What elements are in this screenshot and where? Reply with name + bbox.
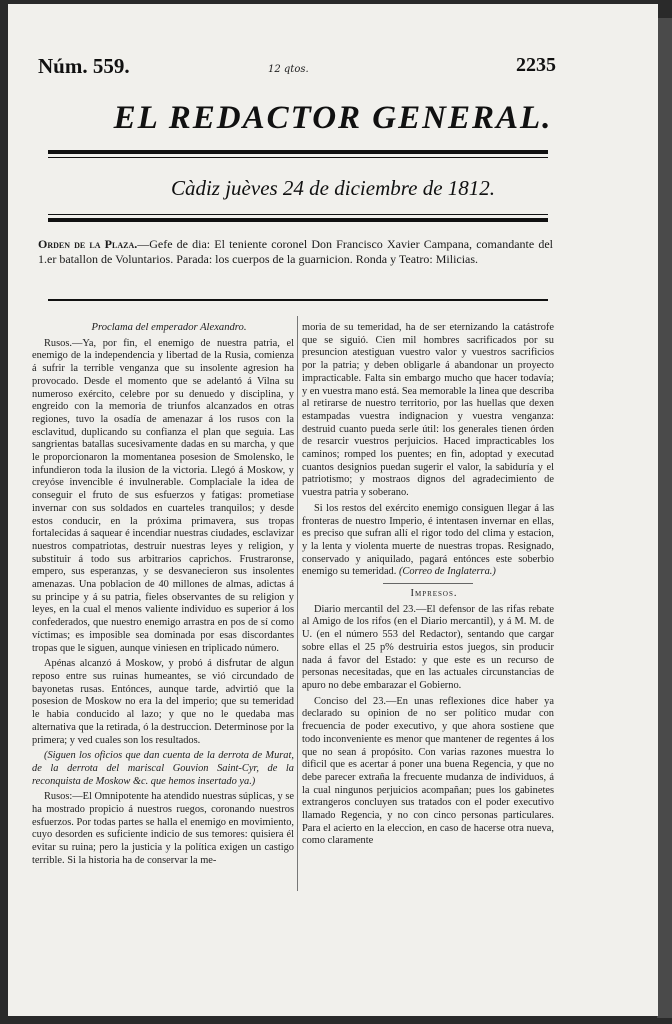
newspaper-page [8, 4, 658, 1016]
issue-number: Núm. 559. [38, 54, 130, 78]
section-rule [48, 299, 548, 301]
masthead-top [38, 54, 558, 84]
date-rule-thin [48, 214, 548, 215]
page-number: 2235 [516, 54, 556, 76]
proclama-paragraph-1: Rusos.—Ya, por fin, el enemigo de nuestra patria, el enemigo de la independencia y libertad de la Rusia, comienza á sufrir la terrible venganza que su insolente agresion ha provocado. Desde el momento que se adelantó á Vilna su numeroso exército, celebre por su denuedo y disciplina, y engreido con la memoria de triunfos alcanzados en otras regiones, tuvo la osadía de amenazar á los rusos con la esclavitud, duplicando su confianza el plan que seguia. Las sangrientas batallas sucesivamente dadas en su marcha, y que le proporcionaron la momentanea posesion de Smolensko, le infundieron toda la ilusion de la victoria. Llegó á Moskow, y creyóse invencible é invulnerable. Complaciale la idea de conseguir el fruto de sus esfuerzos y fatigas: prometiase invernar con sus soldados en cuarteles tranquilos; y desde estos conducir, en la próxima primavera, sus tropas fortalecidas á saquear é incendiar nuestras ciudades, esclavizar nuestros compatriotas, destruir nuestras leyes y religion, y substituir á todo sus arbitrarios caprichos. Frustraronse, empero, sus esperanzas, y se desvanecieron sus insolentes amenazas. Una poblacion de 40 millones de almas, adictas á su principe y á su patria, fieles observantes de su religion y leyes, en la cual el menos valiente individuo es superior á los confederados, que nuestro enemigo arrastra en pos de sí como víctimas; es imposible sea dominada por esas discordantes tropas que le siguen, aunque viniesen en triplicado número. [32, 337, 294, 654]
impresos-heading: Impresos. [410, 588, 458, 600]
right-paragraph-2-text: Si los restos del exército enemigo consiguen llegar á las fronteras de nuestro Imperio, é intentasen invernar en ellas, es preciso que sufran allí el rigor todo del clima y estacion, y la lenta y violenta muerte de nuestras tropas. Resignado, conservado y aniquilado, pagará entónces este soberbio enemigo su temeridad. [302, 502, 554, 578]
editor-note: (Siguen los oficios que dan cuenta de la derrota de Murat, de la derrota del mariscal Gouvion Saint-Cyr, de la reconquista de Moskow &c. que hemos insertado ya.) [32, 750, 294, 787]
newspaper-title: EL REDACTOR GENERAL. [113, 100, 553, 136]
orden-lead: Orden de la Plaza. [38, 237, 138, 251]
orden-de-la-plaza [38, 237, 553, 266]
continued-paragraph: moria de su temeridad, ha de ser eternizando la catástrofe que se siguió. Cien mil hombres sacrificados por su presuncion atestiguan vuestro valor y vuestros sacrificios por la patria; y deben obligarle á abandonar un proyecto impracticable. Falta sin embargo mucho que hacer todavía; y en vuestra mano está. Sea memorable la linea que describa al retirarse de nuestro territorio, por las huellas que dexen estampadas vuestra indignacion y vuestra venganza: destruid cuanto pueda serle útil: los generales tienen órden de resarcir vuestros perjuicios. Haced impracticables los caminos; romped los puentes; en fin, adoptad y executad cuantos designios puedan sugerir el valor, la sabiduría y el patriotismo; y mostraos dignos del agradecimiento de vuestra patria y soberano. [302, 322, 554, 499]
source-credit: (Correo de Inglaterra.) [398, 566, 496, 578]
orden-text: —Gefe de dia: El teniente coronel Don Francisco Xavier Campana, comandante del 1.er batallon de Voluntarios. Parada: los cuerpos de la guarnicion. Ronda y Teatro: Milicias. [38, 237, 553, 266]
second-proclama-paragraph: Rusos:—El Omnipotente ha atendido nuestras súplicas, y se ha mostrado propicio á nuestros ruegos, coronando nuestros esfuerzos. Por todas partes se halla el enemigo en movimiento, cuyo desorden es suficiente indicio de sus temores: quisiera él evitar su ruina; pero la justicia y la política exigen un castigo terrible. Si la historia ha de conservar la me- [32, 791, 294, 866]
right-paragraph-2 [302, 503, 554, 579]
issue-price: 12 qtos. [268, 64, 309, 75]
dateline: Càdiz juèves 24 de diciembre de 1812. [170, 176, 496, 200]
proclama-heading: Proclama del emperador Alexandro. [91, 322, 247, 333]
left-column [32, 322, 294, 871]
column-separator [297, 316, 298, 891]
conciso-paragraph: Conciso del 23.—En unas reflexiones dice haber ya declarado su opinion de no ser político mudar con frecuencia de poder executivo, y que ahora sostiene que todo inconveniente es menor que mantener de regentes á los que no sean á propósito. Con varias razones muestra lo dificil que es acertar á poner una buena Regencia, y que no debe parecer extraña la frecuente mudanza de individuos, á la cual ningunos perjuicios acompañan; pues los gabinetes extrangeros concluyen sus tratados con el poder executivo llamado Regencia, y no con cinco personas particulares. Para el acierto en la eleccion, en caso de hacerse otra nueva, como claramente [302, 695, 554, 847]
date-rule-thick [48, 218, 548, 222]
diario-mercantil-paragraph: Diario mercantil del 23.—El defensor de las rifas rebate al Amigo de los rifos (en el Diario mercantil), y á M. M. de U. (en el número 553 del Redactor), sentando que cargar sobre ellas el 25 p% destruiria estos juegos, sin producir nada á favor del Estado: y que este es un recurso de personas necesitadas, que en las actuales circunstancias de apuro no debe embarazar el Gobierno. [302, 603, 554, 691]
proclama-paragraph-2: Apénas alcanzó á Moskow, y probó á disfrutar de algun reposo entre sus ruinas humeantes, se vió circundado de bayonetas rusas. Entónces, aunque tarde, advirtió que la posesion de Moskow no era la del imperio; que su temeridad le habia conducido al lazo; y que no le quedaba mas alternativa que la retirada, ó la destruccion. Determinose por la primera; y ved cuales son los resultados. [32, 658, 294, 746]
page-edge-shadow [657, 18, 672, 1018]
impresos-rule [383, 583, 473, 584]
title-rule-thick [48, 150, 548, 154]
title-rule-thin [48, 157, 548, 158]
right-column [302, 322, 554, 851]
